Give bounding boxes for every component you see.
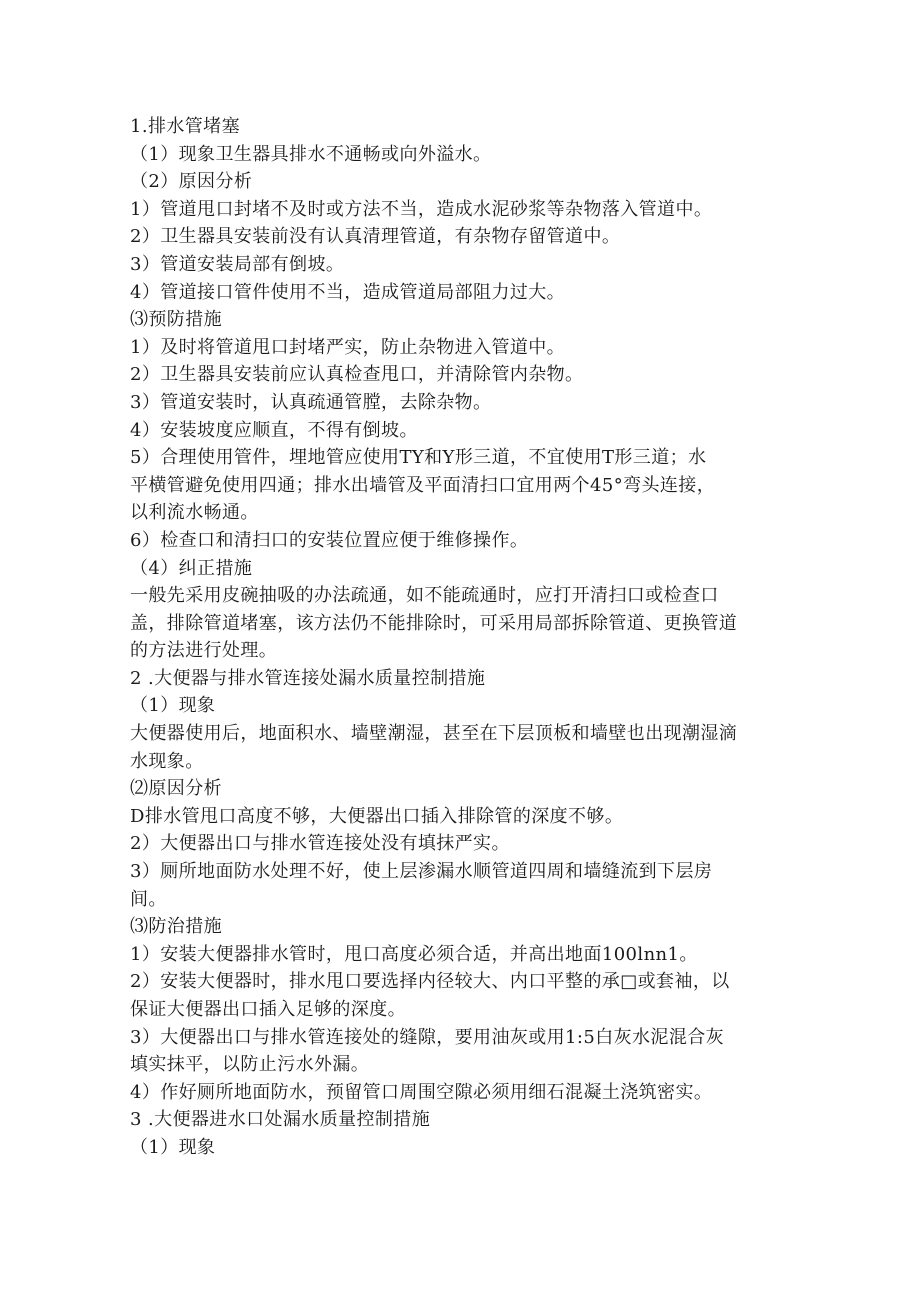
- text-line: ⑶预防措施: [130, 309, 222, 331]
- text-line: 3）管道安装时，认真疏通管膛，去除杂物。: [130, 391, 492, 413]
- text-line: （1）现象: [130, 1136, 216, 1158]
- text-line: 1）安装大便器排水管时，甩口高度必须合适，并高出地面100lnn1。: [130, 943, 698, 965]
- text-line: 2）卫生器具安装前没有认真清理管道，有杂物存留管道中。: [130, 226, 621, 248]
- text-line: 4）安装坡度应顺直，不得有倒坡。: [130, 419, 418, 441]
- text-line: 以利流水畅通。: [130, 502, 259, 524]
- text-line: 填实抹平，以防止污水外漏。: [130, 1054, 370, 1076]
- text-line: 6）检查口和清扫口的安装位置应便于维修操作。: [130, 529, 529, 551]
- text-line: 的方法进行处理。: [130, 640, 278, 662]
- text-line: 4）作好厕所地面防水，预留管口周围空隙必须用细石混凝土浇筑密实。: [130, 1081, 713, 1103]
- text-line: （1）现象: [130, 695, 216, 717]
- text-line: 1）及时将管道甩口封堵严实，防止杂物进入管道中。: [130, 336, 566, 358]
- text-line: （1）现象卫生器具排水不通畅或向外溢水。: [130, 143, 492, 165]
- text-line: D排水管甩口高度不够，大便器出口插入排除管的深度不够。: [130, 805, 624, 827]
- text-line: 盖，排除管道堵塞，该方法仍不能排除时，可采用局部拆除管道、更换管道: [130, 612, 738, 634]
- text-line: （2）原因分析: [130, 171, 253, 193]
- text-line: ⑵原因分析: [130, 778, 222, 800]
- text-line: ⑶防治措施: [130, 916, 222, 938]
- text-line: 5）合理使用管件，埋地管应使用TY和Y形三道，不宜使用T形三道；水: [130, 447, 707, 469]
- text-line: 2）卫生器具安装前应认真检查甩口，并清除管内杂物。: [130, 364, 584, 386]
- section-heading-3: 3 .大便器进水口处漏水质量控制措施: [130, 1109, 431, 1131]
- text-line: 2）大便器出口与排水管连接处没有填抹严实。: [130, 833, 510, 855]
- text-line: 大便器使用后，地面积水、墙壁潮湿，甚至在下层顶板和墙壁也出现潮湿滴: [130, 723, 738, 745]
- document-body: [130, 113, 794, 1162]
- text-line: 4）管道接口管件使用不当，造成管道局部阻力过大。: [130, 281, 566, 303]
- text-line: 3）大便器出口与排水管连接处的缝隙，要用油灰或用1:5白灰水泥混合灰: [130, 1026, 725, 1048]
- text-line: 平横管避免使用四通；排水出墙管及平面清扫口宜用两个45°弯头连接，: [130, 474, 716, 496]
- text-line: 3）厕所地面防水处理不好，使上层渗漏水顺管道四周和墙缝流到下层房: [130, 861, 713, 883]
- text-line: 一般先采用皮碗抽吸的办法疏通，如不能疏通时，应打开清扫口或检查口: [130, 585, 719, 607]
- section-heading-2: 2 .大便器与排水管连接处漏水质量控制措施: [130, 667, 486, 689]
- text-line: 1）管道甩口封堵不及时或方法不当，造成水泥砂浆等杂物落入管道中。: [130, 198, 713, 220]
- text-line: 水现象。: [130, 750, 204, 772]
- text-line: 3）管道安装局部有倒坡。: [130, 253, 345, 275]
- text-line: 间。: [130, 888, 167, 910]
- text-line: 保证大便器出口插入足够的深度。: [130, 999, 406, 1020]
- text-line: 2）安装大便器时，排水甩口要选择内径较大、内口平整的承□或套袖，以: [130, 971, 730, 993]
- section-heading-1: 1.排水管堵塞: [130, 116, 240, 137]
- text-line: （4）纠正措施: [130, 557, 253, 579]
